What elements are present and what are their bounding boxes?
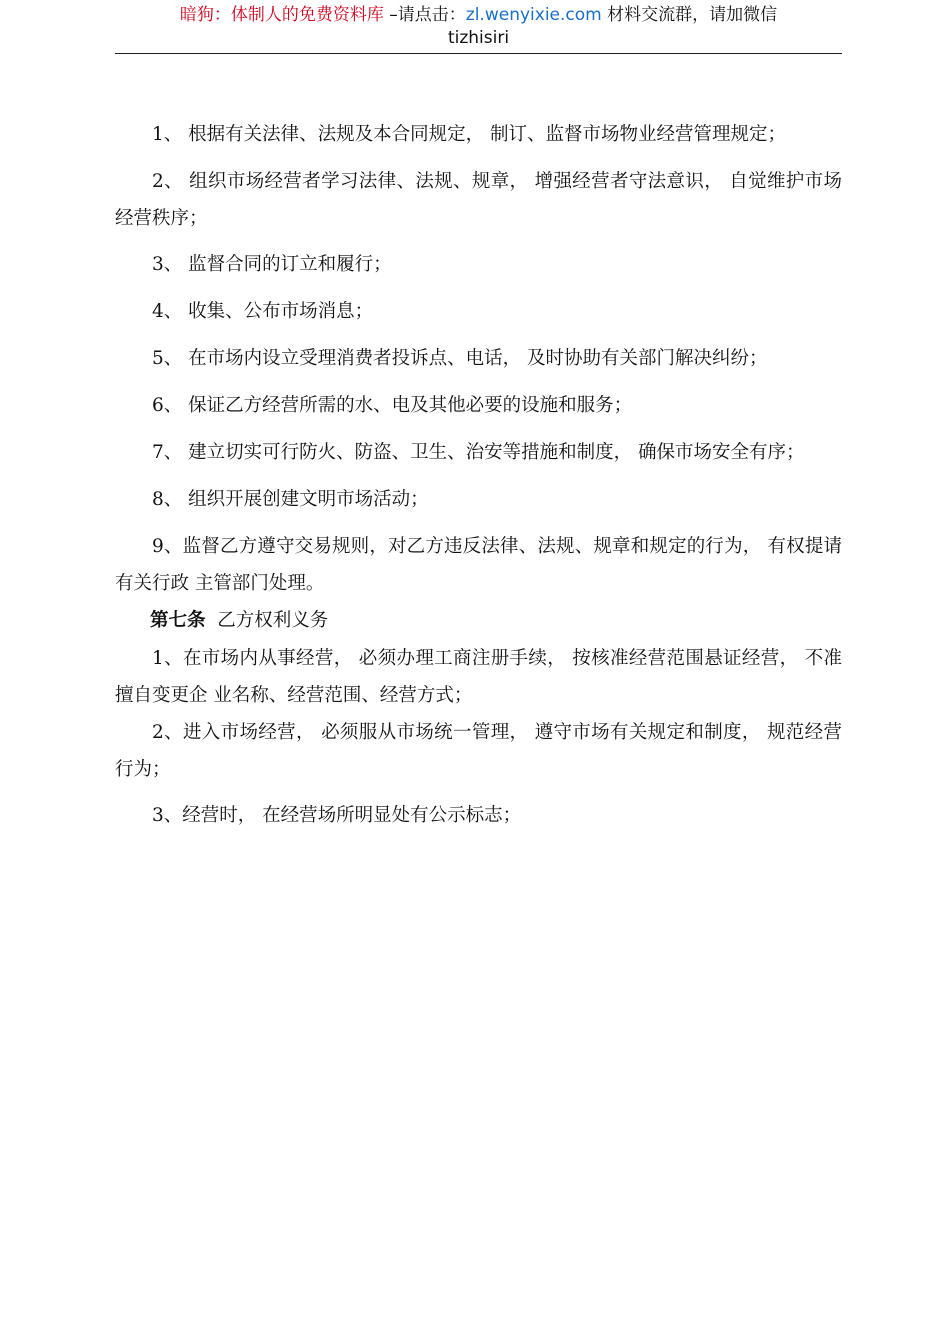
- section-number: 第七条: [150, 610, 206, 631]
- list-item: 8、 组织开展创建文明市场活动；: [152, 489, 429, 510]
- list-item: 1、 根据有关法律、法规及本合同规定， 制订、监督市场物业经营管理规定；: [152, 124, 787, 145]
- list-item: 3、 监督合同的订立和履行；: [152, 254, 392, 275]
- list-item: 6、 保证乙方经营所需的水、电及其他必要的设施和服务；: [152, 395, 633, 416]
- section-heading: [115, 602, 842, 640]
- list-item: 3、经营时， 在经营场所明显处有公示标志；: [152, 805, 522, 826]
- header-divider: [115, 53, 842, 54]
- brand-text: 暗狗：体制人的免费资料库: [179, 5, 384, 25]
- list-item: 1、在市场内从事经营， 必须办理工商注册手续， 按核准经营范围悬证经营， 不准擅自变更企 业名称、经营范围、经营方式；: [115, 648, 842, 706]
- group-text: 材料交流群，请加微信: [601, 5, 778, 25]
- page-header: [115, 4, 842, 50]
- document-body: [115, 116, 842, 844]
- list-item: 2、 组织市场经营者学习法律、法规、规章， 增强经营者守法意识， 自觉维护市场经营秩序；: [115, 171, 842, 229]
- site-link[interactable]: zl.wenyixie.com: [465, 5, 602, 25]
- section-subtitle: 乙方权利义务: [217, 610, 329, 631]
- list-item: 5、 在市场内设立受理消费者投诉点、电话， 及时协助有关部门解决纠纷；: [152, 348, 768, 369]
- click-prompt: –请点击：: [383, 5, 466, 25]
- list-item: 4、 收集、公布市场消息；: [152, 301, 374, 322]
- list-item: 7、 建立切实可行防火、防盗、卫生、治安等措施和制度， 确保市场安全有序；: [152, 442, 805, 463]
- list-item: 9、监督乙方遵守交易规则，对乙方违反法律、法规、规章和规定的行为， 有权提请有关行政 主管部门处理。: [115, 536, 842, 594]
- list-item: 2、进入市场经营， 必须服从市场统一管理， 遵守市场有关规定和制度， 规范经营行为；: [115, 722, 842, 780]
- wechat-id: tizhisiri: [447, 28, 510, 48]
